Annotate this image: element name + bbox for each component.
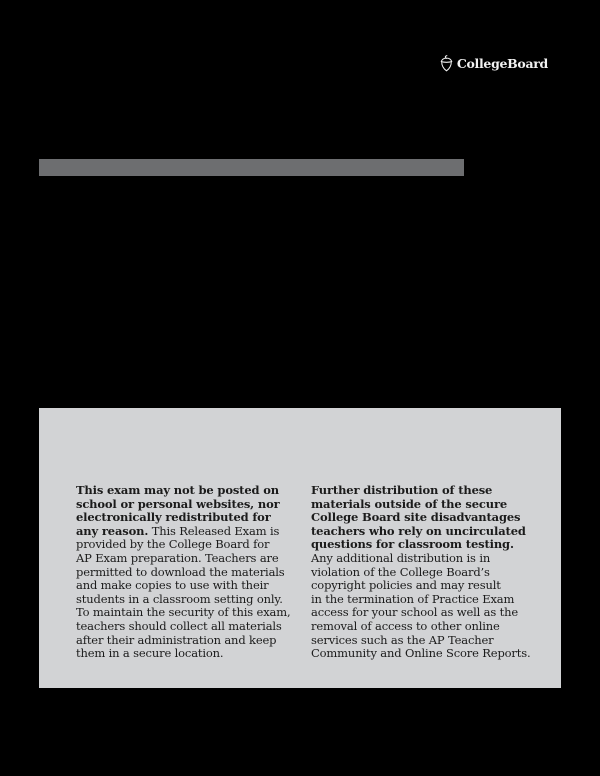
notice-text-line: materials outside of the secure bbox=[311, 496, 508, 511]
notice-text-line: Any additional distribution is in bbox=[311, 550, 491, 565]
notice-left-column bbox=[76, 484, 291, 661]
notice-text-line: removal of access to other online bbox=[311, 618, 500, 633]
notice-text-line: permitted to download the materials bbox=[76, 564, 285, 579]
notice-text-line: any reason. This Released Exam is bbox=[76, 523, 280, 538]
notice-text-line: access for your school as well as the bbox=[311, 605, 519, 620]
notice-text-line: in the termination of Practice Exam bbox=[311, 591, 515, 606]
notice-text-line: copyright policies and may result bbox=[311, 578, 501, 593]
logo-text: CollegeBoard bbox=[456, 55, 548, 71]
notice-text-line: AP Exam preparation. Teachers are bbox=[76, 550, 279, 565]
notice-text-line: provided by the College Board for bbox=[76, 537, 270, 552]
notice-text-line: and make copies to use with their bbox=[76, 578, 269, 593]
notice-text-line: This exam may not be posted on bbox=[76, 483, 279, 497]
collegeboard-logo bbox=[439, 53, 548, 73]
notice-text-line: Community and Online Score Reports. bbox=[311, 646, 531, 661]
notice-text-line: teachers who rely on uncirculated bbox=[311, 523, 526, 538]
notice-text-line: after their administration and keep bbox=[76, 632, 277, 647]
security-notice-box bbox=[39, 408, 561, 688]
notice-text-line: them in a secure location. bbox=[76, 646, 224, 661]
notice-text-line: questions for classroom testing. bbox=[311, 537, 514, 552]
notice-text-line: teachers should collect all materials bbox=[76, 618, 282, 633]
notice-text-line: school or personal websites, nor bbox=[76, 496, 280, 511]
acorn-icon bbox=[439, 54, 454, 73]
notice-text-line: services such as the AP Teacher bbox=[311, 632, 494, 647]
notice-text-line: College Board site disadvantages bbox=[311, 510, 521, 525]
redacted-title-bar bbox=[39, 159, 464, 176]
notice-text-line: To maintain the security of this exam, bbox=[76, 605, 291, 620]
notice-text-line: violation of the College Board’s bbox=[311, 564, 490, 579]
notice-text-line: electronically redistributed for bbox=[76, 510, 271, 525]
notice-text-line: students in a classroom setting only. bbox=[76, 591, 283, 606]
notice-text-line: Further distribution of these bbox=[311, 483, 493, 497]
notice-right-column bbox=[311, 484, 531, 661]
